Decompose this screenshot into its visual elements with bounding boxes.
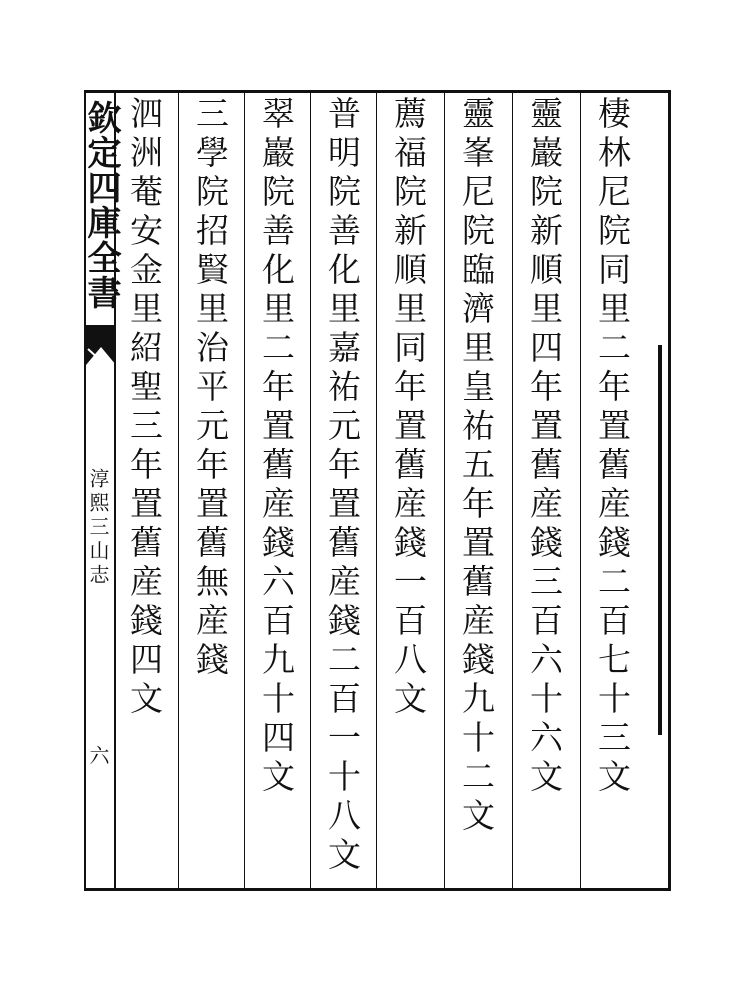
column-divider xyxy=(310,90,311,891)
text-column-7: 三學院招賢里治平元年置舊無産錢 xyxy=(191,96,230,681)
text-column-3: 靈峯尼院臨濟里皇祐五年置舊産錢九十二文 xyxy=(457,96,496,837)
column-divider xyxy=(244,90,245,891)
column-divider xyxy=(444,90,445,891)
column-divider xyxy=(376,90,377,891)
text-column-6: 翠巖院善化里二年置舊産錢六百九十四文 xyxy=(257,96,296,798)
column-divider xyxy=(580,90,581,891)
text-column-8: 泗洲菴安金里紹聖三年置舊産錢四文 xyxy=(125,96,164,720)
fishtail-mark-icon xyxy=(86,325,116,365)
text-column-2: 靈巖院新順里四年置舊産錢三百六十六文 xyxy=(525,96,564,798)
text-column-1: 棲林尼院同里二年置舊産錢二百七十三文 xyxy=(593,96,632,798)
bottom-border xyxy=(84,888,670,891)
right-border xyxy=(668,90,671,891)
right-border-inner xyxy=(658,345,662,735)
book-title: 淳熙三山志 xyxy=(86,468,110,588)
column-divider xyxy=(512,90,513,891)
text-column-5: 普明院善化里嘉祐元年置舊産錢二百一十八文 xyxy=(323,96,362,876)
collection-title: 欽定四庫全書 xyxy=(81,100,121,310)
column-divider xyxy=(178,90,179,891)
page-number: 六 xyxy=(86,745,110,769)
top-border xyxy=(84,90,670,93)
text-column-4: 薦福院新順里同年置舊産錢一百八文 xyxy=(389,96,428,720)
